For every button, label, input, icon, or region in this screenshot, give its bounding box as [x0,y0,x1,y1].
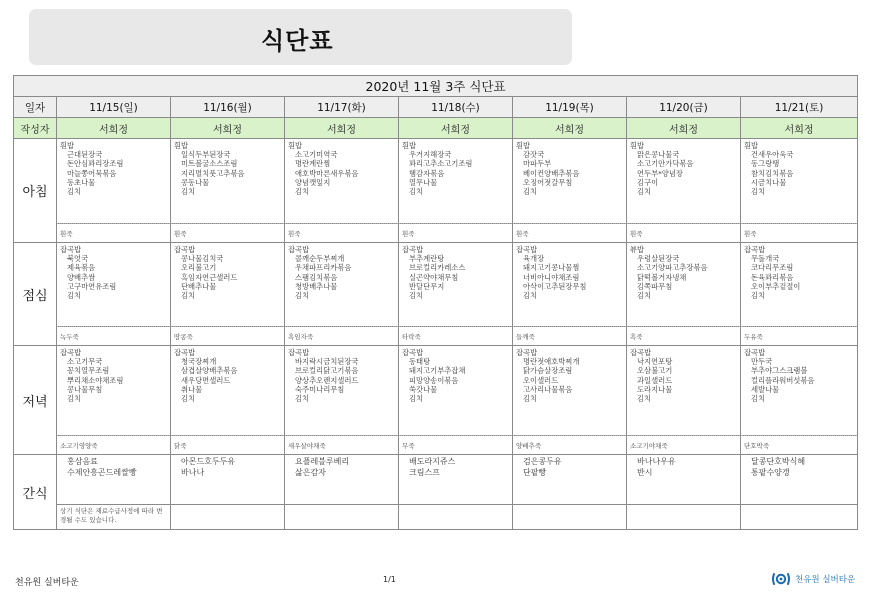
snack-list [60,457,170,478]
snack-item: 통팥수양갱 [751,467,790,477]
menu-list [402,245,512,300]
menu-item: 스팸김치볶음 [295,272,338,282]
snack-list [630,457,740,478]
menu-list [744,245,857,300]
snack-list [744,457,857,478]
note-cell [399,505,513,530]
menu-item: 오리불고기 [181,263,217,273]
menu-item: 김치 [751,291,766,301]
menu-item: 우채파프리카볶음 [295,263,352,273]
dinner-porridge: 소고기야채죽 [627,436,741,455]
menu-item: 반달단무지 [409,281,445,291]
menu-item: 일식두부된장국 [181,150,231,160]
snack-item: 수제안흥곤드레쌀빵 [67,467,137,477]
breakfast-porridge: 흰죽 [513,224,627,243]
menu-item: 오징어젓갈무침 [523,177,573,187]
menu-item: 동그랑땡 [751,159,780,169]
dinner-porridge: 소고기영양죽 [57,436,171,455]
menu-item: 돼지고기부추잡채 [409,366,466,376]
snack-item: 반시 [637,467,653,477]
menu-item: 실곤약야채무침 [409,272,459,282]
menu-item: 김치 [409,291,424,301]
snack-item: 크림스프 [409,467,440,477]
menu-item: 바지락시금치된장국 [295,357,359,367]
dinner-cell [399,346,513,436]
menu-list [288,348,398,403]
menu-item: 브로컬리카레소스 [409,263,466,273]
snack-item: 요플레블루베리 [295,457,350,466]
menu-item: 김치 [67,394,82,404]
lunch-cell [285,243,399,327]
menu-item: 돈안심꽈리장조림 [67,159,124,169]
menu-item: 만두국 [751,357,773,367]
note-cell [741,505,858,530]
breakfast-porridge: 흰죽 [285,224,399,243]
footer-logo [771,570,855,588]
meal-label-dinner: 저녁 [14,346,57,455]
dinner-porridge: 양배추죽 [513,436,627,455]
menu-item: 도라지나물 [637,384,673,394]
menu-item: 미트볼굴소스조림 [181,159,238,169]
menu-item: 김치 [181,291,196,301]
menu-list [60,245,170,300]
menu-item: 컬리플라워버섯볶음 [751,375,815,385]
snack-item: 홍삼음료 [67,457,98,466]
menu-item: 동초나물 [67,177,96,187]
menu-item: 양배추쌈 [67,272,96,282]
logo-text: 천유원 실버타운 [795,575,856,585]
menu-list [288,141,398,196]
menu-item: 김쪽파무침 [637,281,673,291]
menu-item: 양상추오렌지샐러드 [295,375,359,385]
menu-item: 동태탕 [409,357,431,367]
menu-item: 김치 [637,394,652,404]
snack-cell [627,455,741,505]
menu-item: 콩나물무침 [67,384,103,394]
menu-item: 우렁살된장국 [637,254,680,264]
menu-item: 삼겹살양배추볶음 [181,366,238,376]
menu-item: 잡곡밥 [630,348,652,357]
menu-item: 김치 [295,187,310,197]
menu-item: 흰밥 [516,141,531,150]
menu-item: 잡곡밥 [174,245,196,254]
menu-item: 잡곡밥 [60,348,82,357]
author-cell: 서희정 [741,118,858,139]
menu-item: 꽁치열무조림 [67,366,110,376]
menu-item: 콩나물김치국 [181,254,224,264]
snack-cell [285,455,399,505]
menu-item: 고구마연유조림 [67,281,117,291]
menu-item: 잡곡밥 [516,245,538,254]
breakfast-porridge: 흰죽 [741,224,858,243]
menu-item: 흰밥 [744,141,759,150]
menu-item: 부추계란탕 [409,254,445,264]
lunch-porridge: 흑죽 [627,327,741,346]
menu-item: 잡곡밥 [288,348,310,357]
menu-item: 잡곡밥 [402,245,424,254]
author-cell: 서희정 [627,118,741,139]
menu-item: 김치 [67,291,82,301]
menu-item: 세발나물 [751,384,780,394]
menu-list [516,245,626,300]
menu-list [516,348,626,403]
snack-item: 삶은감자 [295,467,326,477]
menu-item: 오이부추겉절이 [751,281,801,291]
title-banner [29,9,572,65]
menu-item: 단배추나물 [181,281,217,291]
menu-item: 새우당면샐러드 [181,375,231,385]
menu-item: 돈육꽈리볶음 [751,272,794,282]
dinner-cell [171,346,285,436]
menu-item: 꽈리고추소고기조림 [409,159,473,169]
menu-item: 잡곡밥 [744,245,766,254]
menu-item: 청방배추나물 [295,281,338,291]
menu-item: 청국장찌개 [181,357,217,367]
lunch-porridge: 녹두죽 [57,327,171,346]
menu-item: 잡곡밥 [516,348,538,357]
menu-list [402,348,512,403]
date-label: 일자 [14,97,57,118]
menu-list [744,141,857,196]
menu-item: 김치 [67,187,82,197]
menu-item: 육개장 [523,254,545,264]
menu-item: 잡곡밥 [402,348,424,357]
lunch-cell [171,243,285,327]
dinner-cell [57,346,171,436]
snack-item: 배도라지쥬스 [409,457,456,466]
menu-item: 김치 [751,187,766,197]
menu-item: 근대된장국 [67,150,103,160]
snack-item: 바나나우유 [637,457,676,466]
menu-item: 열무나물 [409,177,438,187]
snack-cell [513,455,627,505]
menu-item: 마파두부 [523,159,552,169]
lunch-porridge: 두유죽 [741,327,858,346]
menu-item: 애호박마른새우볶음 [295,168,359,178]
date-header: 11/16(월) [171,97,285,118]
dinner-porridge: 무죽 [399,436,513,455]
date-header: 11/20(금) [627,97,741,118]
dinner-porridge: 새우살야채죽 [285,436,399,455]
lunch-cell [513,243,627,327]
snack-cell [399,455,513,505]
menu-item: 김치 [295,394,310,404]
menu-item: 제육볶음 [67,263,96,273]
meal-label-breakfast: 아침 [14,139,57,243]
menu-item: 오삼불고기 [637,366,673,376]
snack-item: 달콩단호박식혜 [751,457,806,466]
menu-list [60,141,170,196]
snack-list [288,457,398,478]
menu-item: 코다리무조림 [751,263,794,273]
menu-item: 잡곡밥 [288,245,310,254]
menu-item: 뿌리채소야채조림 [67,375,124,385]
menu-item: 명란계란찜 [295,159,331,169]
snack-item: 아몬드호두두유 [181,457,236,466]
date-header: 11/17(화) [285,97,399,118]
lunch-porridge: 땅콩죽 [171,327,285,346]
menu-item: 쑥갓나물 [409,384,438,394]
menu-item: 참치김치볶음 [751,168,794,178]
menu-item: 김치 [181,394,196,404]
snack-item: 단팥빵 [523,467,547,477]
menu-item: 햄감자볶음 [409,168,445,178]
date-header: 11/15(일) [57,97,171,118]
menu-list [630,141,740,196]
dinner-porridge: 단호박죽 [741,436,858,455]
menu-item: 김치 [523,291,538,301]
lunch-cell [627,243,741,327]
date-header: 11/18(수) [399,97,513,118]
menu-item: 김구이 [637,177,659,187]
menu-item: 김치 [523,394,538,404]
menu-item: 아삭이고추된장무침 [523,281,587,291]
date-header: 11/21(토) [741,97,858,118]
menu-item: 과일샐러드 [637,375,673,385]
menu-list [174,348,284,403]
breakfast-cell [399,139,513,224]
menu-item: 김치 [295,291,310,301]
menu-item: 김치 [181,187,196,197]
lunch-porridge: 타락죽 [399,327,513,346]
snack-item: 검은콩두유 [523,457,562,466]
menu-item: 명란젓애호박찌개 [523,357,580,367]
menu-item: 감잣국 [523,150,545,160]
menu-item: 닭가슴살장조림 [523,366,573,376]
breakfast-cell [627,139,741,224]
menu-list [516,141,626,196]
menu-item: 숙주미나리무침 [295,384,345,394]
note-cell [627,505,741,530]
menu-item: 소고기미역국 [295,150,338,160]
menu-item: 김치 [523,187,538,197]
dinner-porridge: 닭죽 [171,436,285,455]
dinner-cell [741,346,858,436]
menu-item: 너비아니야채조림 [523,272,580,282]
menu-item: 고사리나물볶음 [523,384,573,394]
menu-item: 흰밥 [174,141,189,150]
menu-item: 김치 [637,187,652,197]
snack-item: 바나나 [181,467,205,477]
menu-item: 돼지고기콩나물찜 [523,263,580,273]
menu-item: 닭떡볼거자냉채 [637,272,687,282]
menu-item: 부추야그스크램블 [751,366,808,376]
breakfast-cell [513,139,627,224]
note-cell: 상기 식단은 재료수급사정에 따라 변경될 수도 있습니다. [57,505,171,530]
dinner-cell [627,346,741,436]
menu-item: 우거지해장국 [409,150,452,160]
author-cell: 서희정 [399,118,513,139]
menu-item: 김치 [409,394,424,404]
menu-item: 북엇국 [67,254,89,264]
lunch-cell [741,243,858,327]
menu-item: 소고기양파고추장볶음 [637,263,708,273]
menu-list [174,141,284,196]
menu-list [288,245,398,300]
dinner-cell [513,346,627,436]
menu-item: 건새우아욱국 [751,150,794,160]
footer-org-name: 천유원 실버타운 [15,578,79,588]
menu-item: 취나물 [181,384,203,394]
menu-list [744,348,857,403]
note-cell [513,505,627,530]
menu-item: 맑은콩나물국 [637,150,680,160]
snack-cell [741,455,858,505]
menu-item: 베이컨양배추볶음 [523,168,580,178]
menu-item: 흰밥 [630,141,645,150]
author-cell: 서희정 [171,118,285,139]
menu-item: 잡곡밥 [744,348,766,357]
menu-item: 소고기무국 [67,357,103,367]
date-header: 11/19(목) [513,97,627,118]
breakfast-porridge: 흰죽 [399,224,513,243]
meal-label-lunch: 점심 [14,243,57,346]
menu-item: 흰밥 [402,141,417,150]
author-label: 작성자 [14,118,57,139]
menu-list [174,245,284,300]
page-number: 1/1 [383,575,396,584]
breakfast-porridge: 흰죽 [57,224,171,243]
menu-list [630,348,740,403]
menu-item: 흑임자연근샐러드 [181,272,238,282]
author-cell: 서희정 [285,118,399,139]
menu-item: 시금치나물 [751,177,787,187]
menu-item: 양념깻잎지 [295,177,331,187]
lunch-cell [57,243,171,327]
page-title: 식단표 [261,27,334,55]
snack-list [516,457,626,478]
breakfast-cell [285,139,399,224]
menu-item: 흰밥 [288,141,303,150]
menu-item: 브로컬리닭고기볶음 [295,366,359,376]
breakfast-cell [171,139,285,224]
menu-item: 잡곡밥 [174,348,196,357]
lunch-porridge: 흑임자죽 [285,327,399,346]
menu-item: 김치 [637,291,652,301]
breakfast-cell [57,139,171,224]
menu-item: 지리멸치풋고추볶음 [181,168,245,178]
logo-icon [771,570,791,588]
menu-item: 연두부*양념장 [637,168,683,178]
breakfast-cell [741,139,858,224]
menu-item: 김치 [751,394,766,404]
menu-item: 흰밥 [60,141,75,150]
author-cell: 서희정 [513,118,627,139]
note-cell [285,505,399,530]
menu-item: 뷰밥 [630,245,645,254]
snack-cell [171,455,285,505]
breakfast-porridge: 흰죽 [171,224,285,243]
menu-item: 피망양송이볶음 [409,375,459,385]
menu-item: 소고기안가닥볶음 [637,159,694,169]
note-cell [171,505,285,530]
menu-item: 무돌개국 [751,254,780,264]
menu-item: 콩동나물 [181,177,210,187]
table-title: 2020년 11월 3주 식단표 [14,76,858,97]
menu-list [402,141,512,196]
lunch-porridge: 들깨죽 [513,327,627,346]
breakfast-porridge: 흰죽 [627,224,741,243]
lunch-cell [399,243,513,327]
author-cell: 서희정 [57,118,171,139]
meal-label-snack: 간식 [14,455,57,530]
snack-list [402,457,512,478]
menu-table [13,75,858,530]
dinner-cell [285,346,399,436]
menu-item: 잡곡밥 [60,245,82,254]
menu-item: 낙지연포탕 [637,357,673,367]
snack-list [174,457,284,478]
snack-cell [57,455,171,505]
menu-list [60,348,170,403]
menu-list [630,245,740,300]
menu-item: 김치 [409,187,424,197]
menu-item: 마늘쫑어묵볶음 [67,168,117,178]
menu-item: 콜깨순두부찌개 [295,254,345,264]
menu-item: 오이샐러드 [523,375,559,385]
